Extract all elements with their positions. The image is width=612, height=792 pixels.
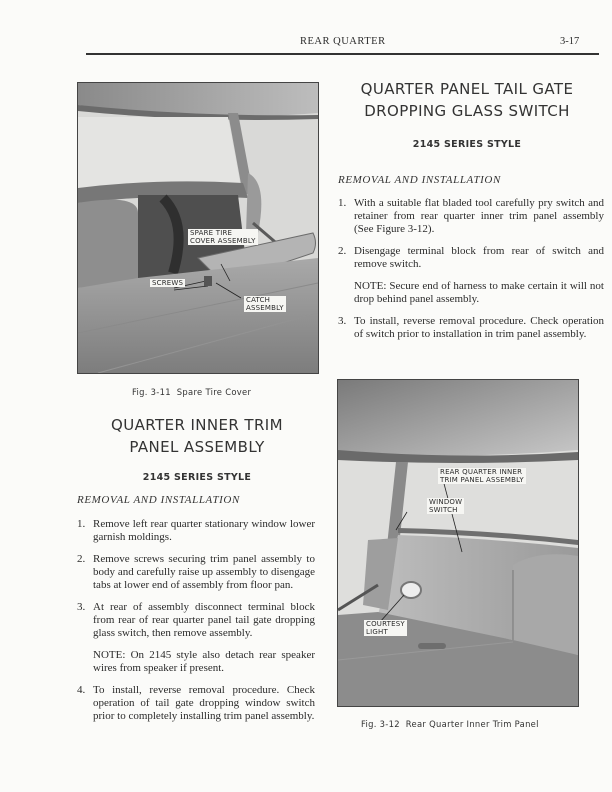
step <box>338 315 604 341</box>
label-line: SWITCH <box>429 506 458 514</box>
section-title-line1: QUARTER PANEL TAIL GATE <box>360 80 574 98</box>
section-title-line2: PANEL ASSEMBLY <box>129 438 265 456</box>
label-line: LIGHT <box>366 628 388 636</box>
label-line: REAR QUARTER INNER <box>440 468 523 476</box>
step-text: To install, reverse removal procedure. Check operation of tail gate dropping window switch prior to completely installing trim panel assembly. <box>93 684 315 722</box>
step-number: 2. <box>338 245 347 257</box>
section-title-line2: DROPPING GLASS SWITCH <box>364 102 570 120</box>
step-number: 1. <box>77 518 86 530</box>
step-number: 1. <box>338 197 347 209</box>
rear-quarter-inner-trim-label <box>438 468 526 484</box>
step <box>77 553 315 592</box>
step-text: To install, reverse removal procedure. Check operation of switch prior to installation in trim panel assembly. <box>354 315 604 340</box>
step-text: Remove left rear quarter stationary window lower garnish moldings. <box>93 518 315 543</box>
section-switch-heading <box>336 78 598 122</box>
figure-3-11-caption: Fig. 3-11 Spare Tire Cover <box>132 387 252 397</box>
running-header-title: REAR QUARTER <box>300 36 386 47</box>
step <box>77 518 315 544</box>
label-line: SCREWS <box>152 279 184 287</box>
section-title-line1: QUARTER INNER TRIM <box>111 416 283 434</box>
label-line: CATCH <box>246 296 271 304</box>
note: NOTE: On 2145 style also detach rear speaker wires from speaker if present. <box>93 649 315 674</box>
courtesy-light-label <box>364 620 407 636</box>
window-switch-label <box>427 498 464 514</box>
step <box>77 684 315 723</box>
page-number: 3-17 <box>560 36 580 47</box>
step-number: 4. <box>77 684 86 696</box>
subheading: REMOVAL AND INSTALLATION <box>77 494 240 506</box>
step-text: Disengage terminal block from rear of switch and remove switch. <box>354 245 604 270</box>
step-number: 3. <box>338 315 347 327</box>
step-text: With a suitable flat bladed tool carefully pry switch and retainer from rear quarter inner trim panel assembly (See Figure 3-12). <box>354 197 604 235</box>
spare-tire-cover-label <box>188 229 258 245</box>
section-trim-heading <box>66 414 328 458</box>
screws-label <box>150 279 185 287</box>
step <box>338 245 604 271</box>
note: NOTE: Secure end of harness to make certain it will not drop behind panel assembly. <box>354 280 604 305</box>
figure-3-11-photo <box>77 82 319 374</box>
label-line: SPARE TIRE <box>190 229 233 237</box>
step-number: 3. <box>77 601 86 613</box>
figure-3-12-photo <box>337 379 579 707</box>
switch-steps-list <box>338 197 604 350</box>
figure-3-12-caption: Fig. 3-12 Rear Quarter Inner Trim Panel <box>361 719 539 729</box>
step <box>77 601 315 640</box>
step-text: Remove screws securing trim panel assembly to body and carefully raise up assembly to disengage tabs at lower end of assembly from floor pan. <box>93 553 315 591</box>
catch-assembly-label <box>244 296 286 312</box>
series-style: 2145 SERIES STYLE <box>412 139 522 150</box>
series-style: 2145 SERIES STYLE <box>142 472 252 483</box>
label-line: ASSEMBLY <box>246 304 284 312</box>
header-rule <box>86 53 599 55</box>
trim-steps-list <box>77 518 315 732</box>
label-line: WINDOW <box>429 498 463 506</box>
step-number: 2. <box>77 553 86 565</box>
step <box>338 197 604 236</box>
label-line: TRIM PANEL ASSEMBLY <box>440 476 524 484</box>
step-text: At rear of assembly disconnect terminal block from rear of rear quarter panel tail gate dropping glass switch, then remove assembly. <box>93 601 315 639</box>
label-line: COVER ASSEMBLY <box>190 237 256 245</box>
label-line: COURTESY <box>366 620 405 628</box>
subheading: REMOVAL AND INSTALLATION <box>338 174 501 186</box>
